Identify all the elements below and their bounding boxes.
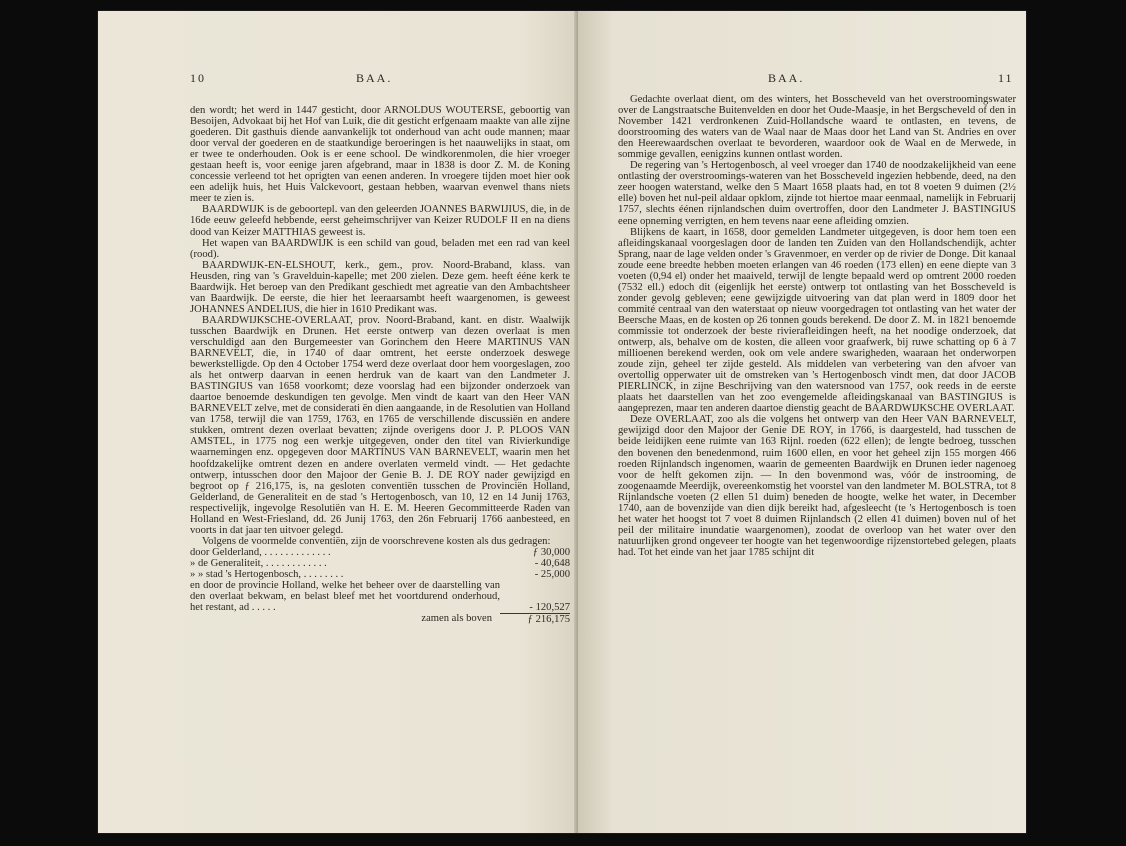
ledger-amount: - 120,527 [529,602,570,614]
paragraph: den wordt; het werd in 1447 gesticht, door ARNOLDUS WOUTERSE, geboortig van Besoijen, Advokaat bij het Hof van Luik, die dit gesticht erfgenaam maakte van alle zijne goederen. Dit gasthuis diende aanvankelijk tot onderhoud van acht oude mannen; maar door verval der goederen en de staatkundige beroeringen is het naauwelijks in staat, om er twee te onderhouden. Ook is er eene school. De windkorenmolen, die hier vroeger gestaan heeft is, voor eenige jaren afgebrand, maar in 1838 is door Z. M. de Koning concessie verleend tot het oprigten van eenen anderen. In vroegere tijden moet hier ook een adelijk huis, het Huis Valckevoort, gestaan hebben, waarvan evenwel thans niets meer te zien is. [190,105,570,205]
right-running-head: BAA. [768,71,805,85]
ledger-row [190,569,570,580]
paragraph: Volgens de voormelde conventiën, zijn de voorschrevene kosten als dus gedragen: [202,535,551,547]
ledger-amount: - 40,648 [534,557,570,569]
cost-ledger [190,547,570,625]
paragraph: Deze OVERLAAT, zoo als die volgens het ontwerp van den Heer VAN BARNEVELT, gewijzigd door den Majoor der Genie DE ROY, in 1766, is daargesteld, had tusschen de beide leidijken eene ruimte van 163 Rijnl. roeden (622 ellen); de lengte bedroeg, tusschen den bovenen den benedenmond, ruim 1600 ellen, en voor het geheel zijn 155 morgen 466 roeden Rijnlandsch ingenomen, waarin de gemeenten Baardwijk en Drunen ieder nagenoeg voor de helft gekomen zijn. — In den bovenmond was, vóór de instrooming, de zoogenaamde Meerdijk, overeenkomstig het voorstel van den landmeter M. BOLSTRA, tot 8 Rijnlandsche voeten (2 ellen 51 duim) beneden de hoogte, welke het water, in December 1740, aan de bovenzijde van dien dijk bereikt had, afgesleecht (te 's Hertogenbosch is toen het water het hoogst tot 7 voet 8 duimen Rijnlandsch (2 ellen 41 duimen) boven nul of het peil der militaire inundatie waargenomen), zoodat de overloop van het water over den natuurlijken grond ongeveer ter hoogte van het tegenwoordige rijzenstortebed gelegen, plaats had. Tot het einde van het jaar 1785 schijnt dit [618,414,1016,558]
paragraph: BAARDWIJK is de geboortepl. van den geleerden JOANNES BARWIJIUS, die, in de 16de eeuw geleefd hebbende, eerst geheimschrijver van Keizer RUDOLF II en na diens dood van Keizer MATTHIAS geweest is. [190,204,570,238]
ledger-total-amount: ƒ 216,175 [500,613,570,625]
ledger-row [190,547,570,558]
paragraph: Het wapen van BAARDWIJK is een schild van goud, beladen met een rad van keel (rood). [190,237,570,260]
ledger-label: » de Generaliteit, . . . . . . . . . . . . [190,557,327,569]
ledger-total-label: zamen als boven [421,613,492,625]
ledger-row [190,580,570,613]
book-spread [98,11,1026,833]
left-body-text [190,105,570,625]
left-page [98,11,578,833]
paragraph: BAARDWIJKSCHE-OVERLAAT, prov. Noord-Braband, kant. en distr. Waalwijk tusschen Baardwijk en Drunen. Het eerste ontwerp van dezen overlaat is men verschuldigd aan den Burgemeester van Gorinchem den Heere MARTINUS VAN BARNEVELT, die, in 1740 of daar omtrent, het eerste onderzoek deswege bewerkstelligde. Op den 4 October 1754 werd deze overlaat door hem voorgeslagen, zoo als het ontwerp daarvan in eenen herdruk van de kaart van den Landmeter J. BASTINGIUS van 1658 voorkomt; deze voorslag had een bijzonder onderzoek van daartoe benoemde deskundigen ten gevolge. Men vindt de kaart van den Heer VAN BARNEVELT zelve, met de considerati ën dien aangaande, in de Resolutien van Holland van 1758, terwijl die van 1759, 1763, en 1765 de verschillende discussiën en andere stukken, omtrent dezen overlaat bevatten; zijnde overigens door J. P. PLOOS VAN AMSTEL, in 1775 nog een werkje uitgegeven, onder den titel van Rivierkundige waarnemingen enz. opgegeven door MARTINUS VAN BARNEVELT, waarin men het hoofdzakelijke omtrent dezen en andere overlaten vermeld vindt. — Het gedachte ontwerp, intusschen door den Majoor der Genie B. J. DE ROY nader gewijzigd en begroot op ƒ 216,175, is, na gesloten conventiën tusschen de Provinciën Holland, Gelderland, de Generaliteit en de stad 's Hertogenbosch, van 10, 12 en 14 Junij 1763, respectivelijk, ingevolge Resolutiën van H. E. M. Heeren Gecommitteerde Raden van Holland en West-Friesland, dd. 26 Junij 1763, den 26n Februarij 1766 aanbesteed, en voorts in dat jaar ten uitvoer gelegd. [190,314,570,536]
paragraph: Blijkens de kaart, in 1658, door gemelden Landmeter uitgegeven, is door hem toen een afleidingskanaal voorgeslagen door de landen ten Zuiden van den Hollandschendijk, achter Sprang, naar de lage velden onder 's Gravenmoer, en verder op de rivier de Donge. Dit kanaal zoude eene breedte hebben moeten erlangen van 46 roeden (173 ellen) en eene diepte van 3 voeten (0,94 el) onder het maaiveld, terwijl de lengte bepaald werd op omtrent 2000 roeden (7532 ell.) edoch dit (eigenlijk het eerste) ontwerp tot ontlasting van het Bosscheveld is zonder gevolg gebleven; eene gewijzigde uitvoering van dat plan werd in 1809 door het commité centraal van den waterstaat op nieuw voorgedragen tot ontlasting van het water der Beersche Maas, en de kosten op 26 tonnen gouds berekend. De door Z. M. in 1821 benoemde commissie tot onderzoek der beste rivierafleidingen heeft, na het noodige onderzoek, dat ontwerp, als, behalve om de kosten, die alleen voor graafwerk, bij ruwe schatting op 6 à 7 millioenen berekend werden, ook om vele andere swarigheden, waaraan het onderworpen zoude zijn, geheel ter zijde gesteld. Als middelen van verbetering van den afvoer van overtollig opperwater uit de omstreken van 's Hertogenbosch vindt men, dat door JACOB PIERLINCK, in zijne Beschrijving van den watersnood van 1757, ook reeds in de eerste plaats het daarstellen van het zoo evengemelde afleidingskanaal van BASTINGIUS is aangeprezen, maar ten anderen daartoe dienstig geacht de BAARDWIJKSCHE OVERLAAT. [618,226,1016,415]
ledger-label: » » stad 's Hertogenbosch, . . . . . . . . [190,568,344,580]
paragraph: Gedachte overlaat dient, om des winters, het Bosscheveld van het overstroomingswater over de Langstraatsche Buitenvelden en door het Oude-Maasje, in het Bergscheveld of den in November 1421 verdronkenen Zuid-Hollandsche waard te ontlasten, en tevens, de doorstrooming des waters van de Waal naar de Maas door het Land van St. Andries en over den Heerewaardschen overlaat te bevorderen, waardoor ook de Waal en de Merwede, in sommige gevallen, eenigzins kunnen ontlast worden. [618,94,1016,161]
paragraph: BAARDWIJK-EN-ELSHOUT, kerk., gem., prov. Noord-Braband, klass. van Heusden, ring van 's Gravelduin-kapelle; met 200 zielen. Deze gem. heeft ééne kerk te Baardwijk. Het beroep van den Predikant geschiedt met agreatie van den Ambachtsheer van Baardwijk. De eerste, die hier het leeraarsambt heeft waargenomen, is geweest JOHANNES ANDELIUS, die hier in 1610 Predikant was. [190,259,570,315]
ledger-amount: ƒ 30,000 [532,546,570,558]
ledger-row [190,558,570,569]
ledger-label: en door de provincie Holland, welke het beheer over de daarstelling van den overlaat bekwam, en belast bleef met het voortdurend onderhoud, het restant, ad . . . . . [190,580,500,614]
ledger-amount: - 25,000 [534,568,570,580]
right-page-number: 11 [998,71,1014,85]
left-running-head: BAA. [356,71,393,85]
right-body-text [618,94,1016,558]
ledger-label: door Gelderland, . . . . . . . . . . . . . [190,546,331,558]
ledger-total [190,613,570,625]
paragraph: De regering van 's Hertogenbosch, al veel vroeger dan 1740 de noodzakelijkheid van eene ontlasting der overstroomings-wateren van het Bosscheveld ingezien hebbende, deed, na den zeer hoogen waterstand, welke den 5 Maart 1658 plaats had, en tot 8 voeten 9 duimen (2½ elle) boven het nul-peil aldaar opklom, zijnde tot hiertoe maar eenmaal, namelijk in Februarij 1757, slechts éénen rijnlandschen duim overtroffen, door den Landmeter J. BASTINGIUS eene opneming verrigten, en hem tevens naar eene afleiding omzien. [618,160,1016,227]
right-page [578,11,1026,833]
left-page-number: 10 [190,71,206,85]
